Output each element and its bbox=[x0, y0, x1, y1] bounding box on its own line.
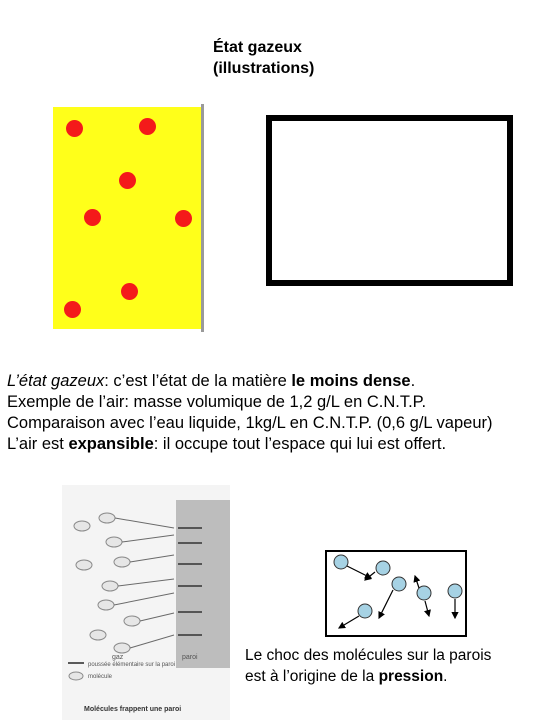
pressure-arrow bbox=[425, 601, 429, 616]
pressure-arrow bbox=[339, 616, 359, 628]
label-wall: paroi bbox=[182, 654, 198, 661]
label-gas: gaz bbox=[112, 654, 124, 661]
pressure-molecule bbox=[376, 561, 390, 575]
description-line-3: Comparaison avec l’eau liquide, 1kg/L en C.N.T.P. (0,6 g/L vapeur) bbox=[7, 414, 493, 432]
gas-molecule-dot bbox=[139, 118, 156, 135]
text-span: : c’est l’état de la matière bbox=[104, 372, 292, 390]
molecule-ellipse bbox=[76, 560, 92, 570]
gas-molecule-dot bbox=[119, 172, 136, 189]
molecule-ellipse bbox=[102, 581, 118, 591]
pressure-molecule bbox=[392, 577, 406, 591]
description-line-1 bbox=[7, 371, 540, 392]
molecule-ellipse bbox=[74, 521, 90, 531]
text-span: : il occupe tout l’espace qui lui est offert. bbox=[153, 435, 447, 453]
molecule-ellipse bbox=[99, 513, 115, 523]
text-span: . bbox=[443, 668, 448, 685]
molecule-ellipse bbox=[106, 537, 122, 547]
pressure-molecule bbox=[358, 604, 372, 618]
pressure-arrow bbox=[415, 576, 419, 588]
pressure-drawing bbox=[325, 550, 467, 637]
gas-container-edge bbox=[201, 104, 204, 332]
molecule-ellipse bbox=[114, 557, 130, 567]
pressure-molecule bbox=[448, 584, 462, 598]
figure-caption: Molécules frappent une paroi bbox=[84, 706, 182, 713]
molecule-path bbox=[130, 635, 174, 648]
pressure-caption bbox=[245, 645, 491, 687]
term-moins-dense: le moins dense bbox=[291, 372, 411, 390]
legend-molecule-ellipse bbox=[69, 672, 83, 680]
pressure-molecule bbox=[334, 555, 348, 569]
text-span: . bbox=[410, 372, 416, 390]
molecule-path bbox=[115, 518, 174, 528]
term-etat-gazeux: L’état gazeux bbox=[7, 372, 105, 390]
molecule-ellipse bbox=[90, 630, 106, 640]
description-line-2: Exemple de l’air: masse volumique de 1,2 g/L en C.N.T.P. bbox=[7, 393, 427, 411]
empty-container-illustration bbox=[266, 115, 513, 286]
legend-molecule-label: molécule bbox=[88, 674, 113, 680]
molecules-wall-drawing bbox=[62, 485, 230, 720]
text-span: est à l’origine de la bbox=[245, 668, 379, 685]
term-pression: pression bbox=[378, 668, 444, 685]
gas-molecule-dot bbox=[66, 120, 83, 137]
molecule-path bbox=[118, 579, 174, 586]
molecule-ellipse bbox=[114, 643, 130, 653]
molecule-path bbox=[114, 593, 174, 605]
term-expansible: expansible bbox=[68, 435, 154, 453]
molecule-path bbox=[140, 613, 174, 621]
gas-molecule-dot bbox=[64, 301, 81, 318]
pressure-arrow bbox=[347, 566, 371, 578]
legend-push-label: poussée élémentaire sur la paroi bbox=[88, 662, 176, 668]
molecule-path bbox=[130, 555, 174, 562]
gas-molecule-dot bbox=[175, 210, 192, 227]
pressure-caption-line-1: Le choc des molécules sur la parois bbox=[245, 647, 492, 664]
page-title bbox=[213, 37, 314, 79]
text-span: L’air est bbox=[7, 435, 69, 453]
pressure-molecule bbox=[417, 586, 431, 600]
description-paragraph bbox=[7, 371, 540, 455]
title-line-1: État gazeux bbox=[213, 39, 302, 56]
molecule-ellipse bbox=[98, 600, 114, 610]
pressure-caption-line-2 bbox=[245, 666, 491, 687]
gas-molecule-dot bbox=[84, 209, 101, 226]
pressure-arrow bbox=[379, 590, 393, 618]
molecule-ellipse bbox=[124, 616, 140, 626]
molecule-path bbox=[122, 535, 174, 542]
description-line-4 bbox=[7, 434, 540, 455]
title-line-2: (illustrations) bbox=[213, 60, 315, 77]
gas-molecule-dot bbox=[121, 283, 138, 300]
